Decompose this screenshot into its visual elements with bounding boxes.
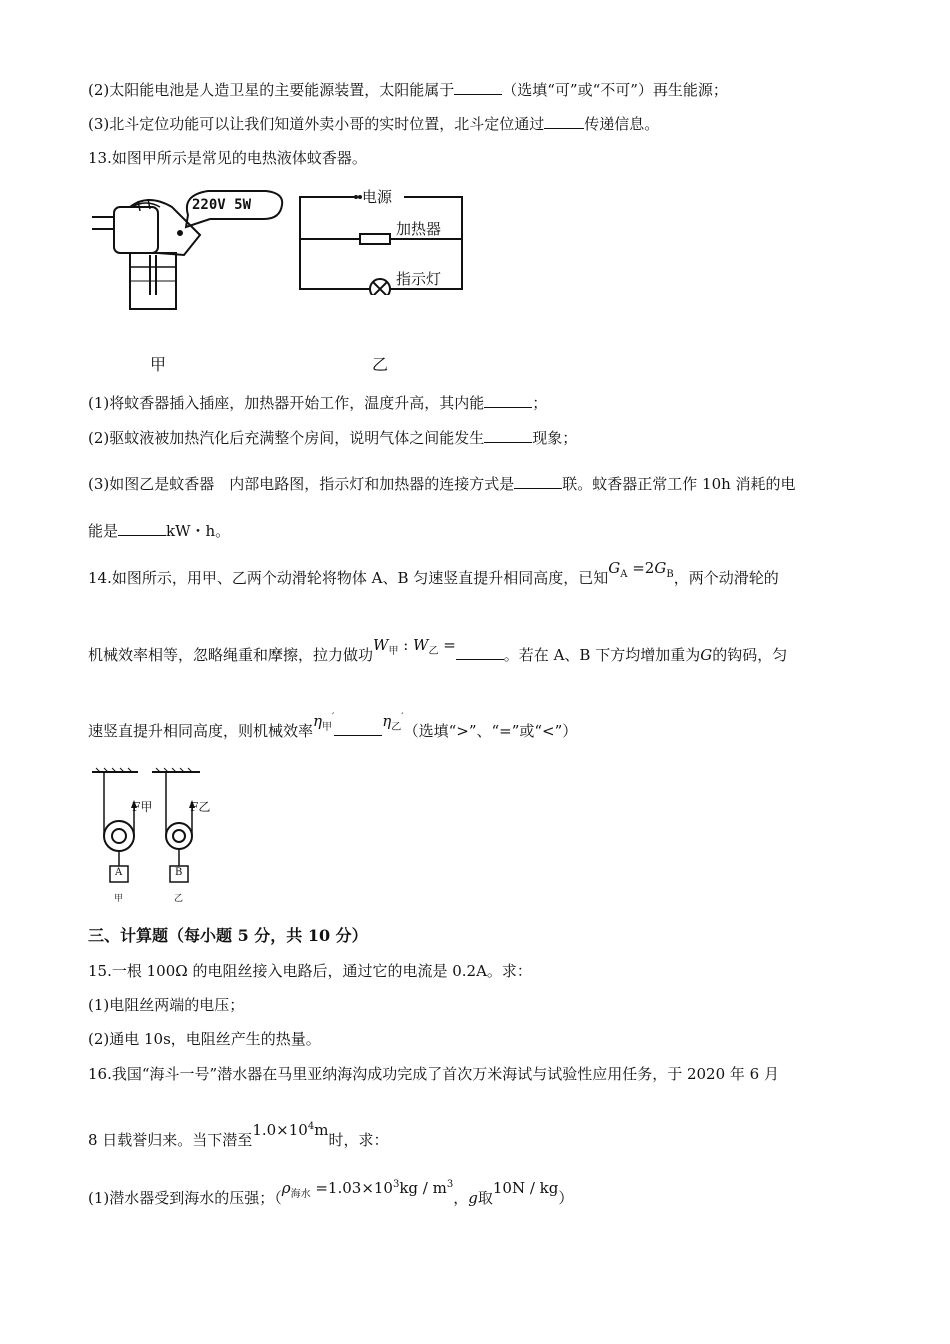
- q16-line1: 16.我国“海斗一号”潜水器在马里亚纳海沟成功完成了首次万米海试与试验性应用任务，于 2020 年 6 月: [88, 1065, 779, 1083]
- heater-label: 加热器: [396, 220, 442, 238]
- q15-part2: (2)通电 10s，电阻丝产生的热量。: [88, 1030, 321, 1048]
- answer-blank[interactable]: [456, 645, 504, 660]
- q12-part3: (3)北斗定位功能可以让我们知道外卖小哥的实时位置，北斗定位通过 传递信息。: [88, 115, 660, 133]
- q15-title: 15.一根 100Ω 的电阻丝接入电路后，通过它的电流是 0.2A。求：: [88, 962, 532, 980]
- pulley-caption-jia: 甲: [114, 894, 124, 904]
- answer-blank[interactable]: [484, 428, 532, 443]
- formula-eta-yi: $\eta_乙'$: [382, 712, 404, 733]
- q12-part2: (2)太阳能电池是人造卫星的主要能源装置，太阳能属于 （选填“可”或“不可”）再生能源；: [88, 81, 728, 99]
- formula-g-value: 10N / kg: [492, 1179, 559, 1197]
- q14-line2: 机械效率相等，忽略绳重和摩擦，拉力做功$W_甲$ : $W_乙$ =。若在 A、B 下方均增加重为G的钩码，匀: [88, 636, 788, 664]
- answer-blank[interactable]: [334, 721, 382, 736]
- formula-work-ratio: $W_甲$ : $W_乙$ =: [373, 636, 456, 657]
- answer-blank[interactable]: [118, 521, 166, 536]
- box-b-label: B: [175, 867, 183, 878]
- q16-part1: (1)潜水器受到海水的压强；（$\rho_{海水} =1.03\times 10^3kg / m^3$，g取10N / kg）: [88, 1179, 574, 1207]
- q13-part3: (3)如图乙是蚊香器 内部电路图，指示灯和加热器的连接方式是 联。蚊香器正常工作 10h 消耗的电: [88, 475, 796, 493]
- q13-title: 13.如图甲所示是常见的电热液体蚊香器。: [88, 149, 367, 167]
- q14-line3: 速竖直提升相同高度，则机械效率$\eta_甲'$ $\eta_乙'$（选填“>”、“=”或“<”）: [88, 712, 578, 740]
- answer-blank[interactable]: [544, 114, 584, 129]
- answer-blank[interactable]: [514, 474, 562, 489]
- caption-yi: 乙: [372, 355, 389, 374]
- q15-part1: (1)电阻丝两端的电压；: [88, 996, 245, 1014]
- q16-line2: 8 日载誉归来。当下潜至$1.0\times 10^4m$时，求：: [88, 1121, 389, 1149]
- formula-eta-jia: $\eta_甲'$: [313, 712, 335, 733]
- lamp-label: 指示灯: [396, 270, 442, 288]
- formula-density: $\rho_{海水} =1.03\times 10^3kg / m^3$: [281, 1179, 454, 1200]
- answer-blank[interactable]: [484, 393, 532, 408]
- figure-pulleys: [88, 766, 218, 906]
- q14-line1: 14.如图所示，用甲、乙两个动滑轮将物体 A、B 匀速竖直提升相同高度，已知$G_A =2G_B$，两个动滑轮的: [88, 559, 779, 587]
- caption-jia: 甲: [150, 355, 167, 374]
- answer-blank[interactable]: [454, 80, 502, 95]
- source-label: 电源: [362, 188, 393, 206]
- pulley-caption-yi: 乙: [174, 894, 184, 904]
- box-a-label: A: [115, 867, 123, 878]
- formula-g-ratio: $G_A =2G_B$: [608, 559, 674, 580]
- q13-part3-cont: 能是 kW・h。: [88, 522, 231, 540]
- formula-depth: $1.0\times 10^4m$: [252, 1121, 329, 1139]
- force-jia-label: F甲: [132, 800, 153, 814]
- force-yi-label: F乙: [190, 800, 211, 814]
- section-heading-calc: 三、计算题（每小题 5 分，共 10 分）: [88, 926, 368, 945]
- figure-jia-device: [88, 185, 288, 315]
- q13-part2: (2)驱蚊液被加热汽化后充满整个房间，说明气体之间能发生 现象；: [88, 429, 578, 447]
- q13-part1: (1)将蚊香器插入插座，加热器开始工作，温度升高，其内能 ；: [88, 394, 548, 412]
- rating-label: 220V 5W: [192, 197, 252, 213]
